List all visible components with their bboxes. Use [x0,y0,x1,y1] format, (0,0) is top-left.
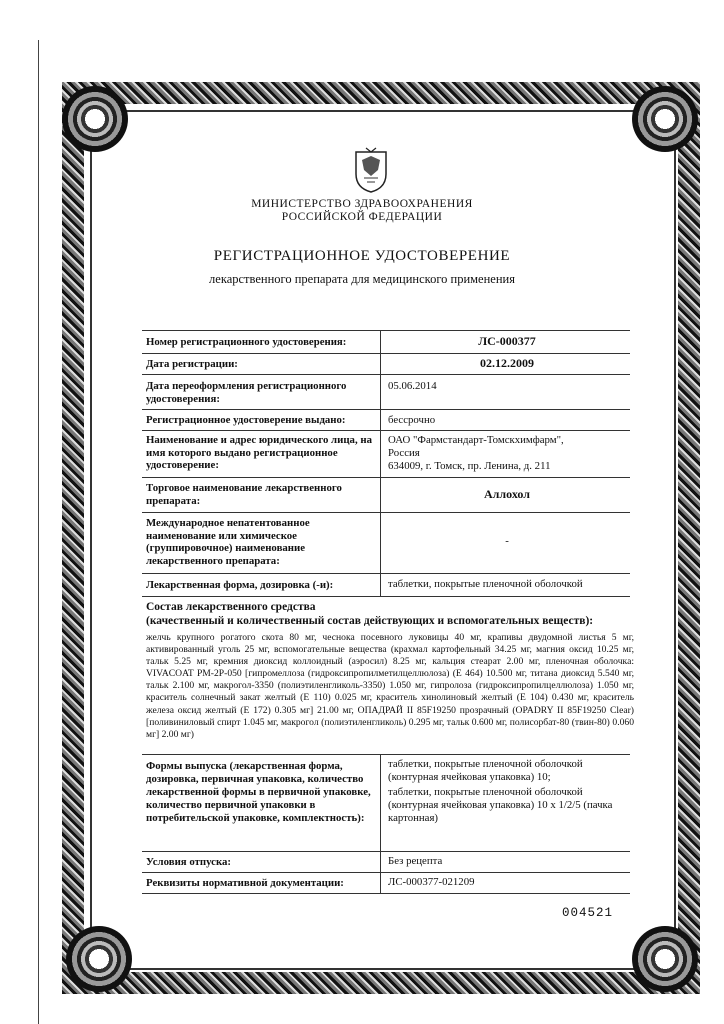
normative-value: ЛС-000377-021209 [388,876,475,888]
row-composition-header [142,597,630,631]
issued-label: Регистрационное удостоверение выдано: [146,414,346,426]
dosage-form-label: Лекарственная форма, дозировка (-и): [146,579,334,591]
row-inn [142,513,630,574]
scan-edge-line [38,40,39,1024]
reissue-label: Дата переоформления регистрационного удостоверения: [146,380,347,405]
release-value-2: таблетки, покрытые пленочной оболочкой (контурная ячейковая упаковка) 10 x 1/2/5 (пачка картонная) [388,786,613,824]
row-issued [142,410,630,431]
ministry-name: МИНИСТЕРСТВО ЗДРАВООХРАНЕНИЯ [251,198,473,210]
holder-country: Россия [388,447,420,459]
trade-name-value: Аллохол [484,487,530,501]
row-dosage-form [142,574,630,597]
dispense-value: Без рецепта [388,855,443,867]
document-subtitle: лекарственного препарата для медицинского применения [209,272,515,286]
dosage-form-value: таблетки, покрытые пленочной оболочкой [388,578,583,590]
release-table [142,754,630,894]
dispense-label: Условия отпуска: [146,856,232,868]
reg-number-value: ЛС-000377 [478,334,536,348]
row-trade-name [142,478,630,513]
coat-of-arms-icon [352,146,390,194]
row-reg-number [142,331,630,354]
composition-text: желчь крупного рогатого скота 80 мг, чеснока посевного луковицы 40 мг, крапивы двудомной листья 5 мг, активированный уголь 25 мг, вспомогательные вещества (крахмал картофельный 34.25 мг, магния оксид 10.25 мг, тальк 5.25 мг, кремния диоксид коллоидный (аэросил) 8.25 мг, кальция стеарат 2.00 мг, пленочная оболочка: VIVACOAT PM-2P-050 [гипромеллоза (гидроксипропилметилцеллюлоза) (Е 464) 10.500 мг, титана диоксид 5.540 мг, тальк 2.100 мг, макрогол-3350 (полиэтиленгликоль-3350) 1.050 мг, гипролоза (гидроксипропилцеллюлоза) 1.050 мг, краситель солнечный закат желтый (Е 110) 0.025 мг, краситель хинолиновый желтый (Е 104) 0.430 мг, краситель железа оксид желтый (Е 172) 0.305 мг] 21.00 мг, ОПАДРАЙ II 85F19250 прозрачный (OPADRY II 85F19250 Clear) [поливиниловый спирт 1.045 мг, макрогол (полиэтиленгликоль) 0.295 мг, тальк 0.600 мг, полисорбат-80 (твин-80) 0.060 мг] 2.00 мг) [146,632,634,740]
corner-rosette-icon [62,86,128,152]
row-reg-date [142,354,630,375]
row-holder [142,431,630,478]
release-label: Формы выпуска (лекарственная форма, дозировка, первичная упаковка, количество лекарственной формы в первичной упаковке, количество первичной упаковки в потребительской упаковке, комплектность): [146,760,371,824]
inn-label: Международное непатентованное наименование или химическое (группировочное) наименование лекарственного препарата: [146,517,310,567]
holder-label: Наименование и адрес юридического лица, на имя которого выдано регистрационное удостоверение: [146,434,372,471]
inn-value: - [505,535,509,547]
serial-number: 004521 [562,906,614,920]
corner-rosette-icon [632,86,698,152]
row-dispense [142,852,630,873]
holder-address: 634009, г. Томск, пр. Ленина, д. 211 [388,460,551,472]
corner-rosette-icon [632,926,698,992]
holder-name: ОАО "Фармстандарт-Томскхимфарм", [388,434,564,446]
reg-date-value: 02.12.2009 [480,356,534,370]
registration-table [142,330,630,631]
document-title: РЕГИСТРАЦИОННОЕ УДОСТОВЕРЕНИЕ [213,248,511,264]
composition-sublabel: (качественный и количественный состав действующих и вспомогательных веществ): [146,615,594,627]
ministry-country: РОССИЙСКОЙ ФЕДЕРАЦИИ [281,211,443,223]
reg-number-label: Номер регистрационного удостоверения: [146,336,347,348]
composition-label: Состав лекарственного средства [146,601,316,613]
issued-value: бессрочно [388,414,436,426]
trade-name-label: Торговое наименование лекарственного препарата: [146,482,342,507]
corner-rosette-icon [66,926,132,992]
row-normative [142,873,630,894]
release-value-1: таблетки, покрытые пленочной оболочкой (контурная ячейковая упаковка) 10; [388,758,583,783]
reissue-value: 05.06.2014 [388,380,437,392]
normative-label: Реквизиты нормативной документации: [146,877,344,889]
row-release-forms [142,755,630,852]
reg-date-label: Дата регистрации: [146,358,238,370]
row-reissue [142,375,630,410]
